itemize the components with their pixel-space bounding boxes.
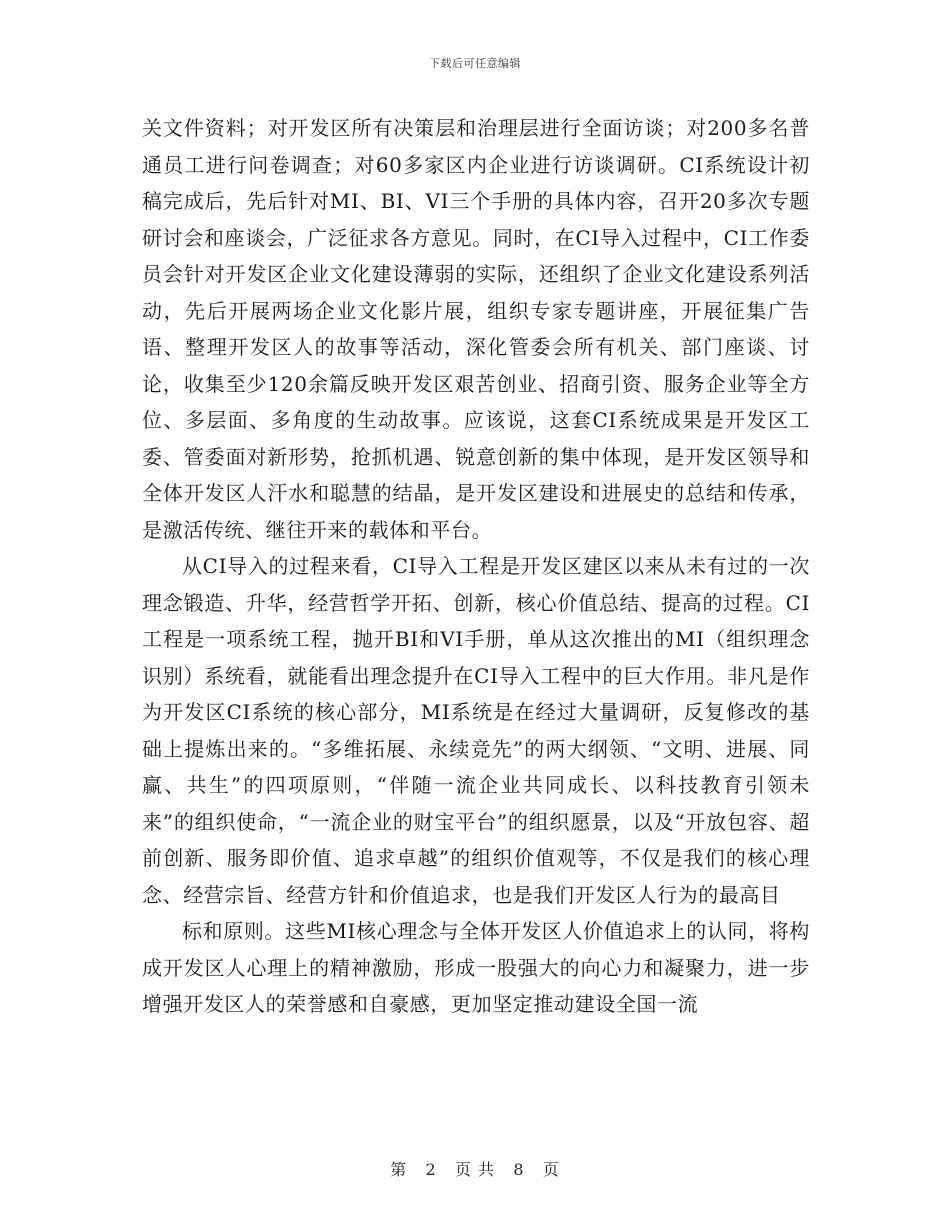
footer-prefix: 第 [390, 1160, 408, 1179]
paragraph-3: 标和原则。这些MI核心理念与全体开发区人价值追求上的认同，将构成开发区人心理上的精神激励，形成一股强大的向心力和凝聚力，进一步增强开发区人的荣誉感和自豪感，更加坚定推动建设全国一流 [142, 919, 810, 1016]
footer-page-number: 2 [425, 1160, 437, 1179]
footer-middle: 页 共 [454, 1160, 496, 1179]
footer-suffix: 页 [542, 1160, 560, 1179]
page-header: 下载后可任意编辑 [429, 57, 521, 70]
footer-total-pages: 8 [513, 1160, 525, 1179]
paragraph-2: 从CI导入的过程来看，CI导入工程是开发区建区以来从未有过的一次理念锻造、升华，经营哲学开拓、创新，核心价值总结、提高的过程。CI工程是一项系统工程，抛开BI和VI手册，单从这次推出的MI（组织理念识别）系统看，就能看出理念提升在CI导入工程中的巨大作用。非凡是作为开发区CI系统的核心部分，MI系统是在经过大量调研，反复修改的基础上提炼出来的。“多维拓展、永续竞先”的两大纲领、“文明、进展、同赢、共生”的四项原则，“伴随一流企业共同成长、以科技教育引领未来”的组织使命，“一流企业的财宝平台”的组织愿景，以及“开放包容、超前创新、服务即价值、追求卓越”的组织价值观等，不仅是我们的核心理念、经营宗旨、经营方针和价值追求，也是我们开发区人行为的最高目 [142, 554, 810, 907]
document-body [142, 110, 810, 1023]
page-footer [0, 1157, 950, 1180]
paragraph-1: 关文件资料；对开发区所有决策层和治理层进行全面访谈；对200多名普通员工进行问卷调查；对60多家区内企业进行访谈调研。CI系统设计初稿完成后，先后针对MI、BI、VI三个手册的具体内容，召开20多次专题研讨会和座谈会，广泛征求各方意见。同时，在CI导入过程中，CI工作委员会针对开发区企业文化建设薄弱的实际，还组织了企业文化建设系列活动，先后开展两场企业文化影片展，组织专家专题讲座，开展征集广告语、整理开发区人的故事等活动，深化管委会所有机关、部门座谈、讨论，收集至少120余篇反映开发区艰苦创业、招商引资、服务企业等全方位、多层面、多角度的生动故事。应该说，这套CI系统成果是开发区工委、管委面对新形势，抢抓机遇、锐意创新的集中体现，是开发区领导和全体开发区人汗水和聪慧的结晶，是开发区建设和进展史的总结和传承，是激活传统、继往开来的载体和平台。 [142, 116, 810, 542]
